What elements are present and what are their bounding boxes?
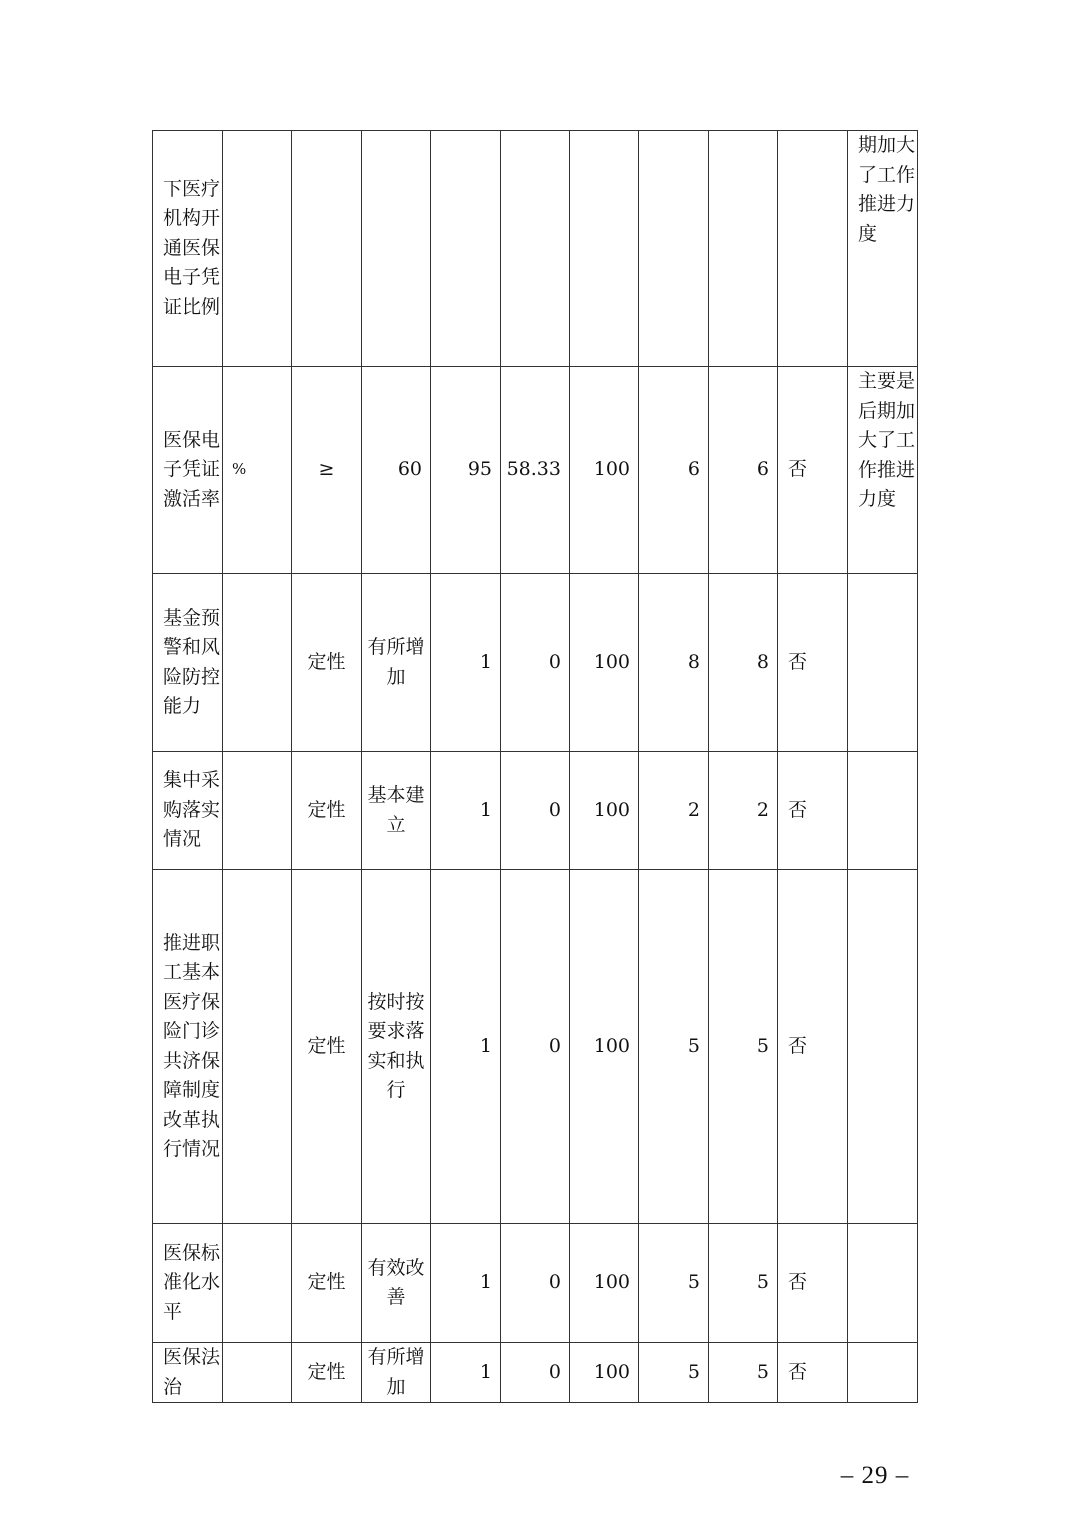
completion-cell: 100 — [570, 752, 639, 870]
indicator-name: 医保法治 — [163, 1346, 221, 1398]
actual-value-cell: 0 — [501, 752, 570, 870]
actual-value-cell: 0 — [501, 574, 570, 752]
deviation-cell: 否 — [778, 752, 848, 870]
indicator-name: 基金预警和风险防控能力 — [163, 606, 221, 717]
remark-text: 期加大了工作推进力度 — [858, 134, 916, 245]
target-cell — [362, 1343, 431, 1403]
indicator-name-cell — [153, 131, 223, 367]
deviation-cell: 否 — [778, 574, 848, 752]
target-cell — [362, 870, 431, 1224]
table-row — [153, 131, 918, 367]
indicator-name: 医保标准化水平 — [163, 1241, 221, 1323]
indicator-name: 推进职工基本医疗保险门诊共济保障制度改革执行情况 — [163, 931, 221, 1160]
target-cell: 60 — [362, 367, 431, 574]
annual-target-cell: 1 — [431, 1224, 501, 1343]
score-cell: 8 — [709, 574, 778, 752]
indicator-name: 下医疗机构开通医保电子凭证比例 — [163, 177, 221, 318]
nature-cell: 定性 — [292, 1343, 362, 1403]
table-row — [153, 1343, 918, 1403]
actual-value-cell — [501, 131, 570, 367]
remark-text: 主要是后期加大了工作推进力度 — [858, 370, 916, 510]
deviation-cell — [778, 131, 848, 367]
performance-indicator-table — [152, 130, 918, 1403]
target-cell — [362, 131, 431, 367]
table-row — [153, 367, 918, 574]
completion-cell: 100 — [570, 1343, 639, 1403]
table-row — [153, 752, 918, 870]
unit-cell — [223, 1224, 292, 1343]
indicator-name-cell — [153, 574, 223, 752]
completion-cell: 100 — [570, 1224, 639, 1343]
unit-cell — [223, 574, 292, 752]
completion-cell: 100 — [570, 870, 639, 1224]
unit-cell — [223, 870, 292, 1224]
actual-value-cell: 58.33 — [501, 367, 570, 574]
nature-cell: 定性 — [292, 574, 362, 752]
annual-target-cell: 1 — [431, 870, 501, 1224]
weight-cell: 5 — [639, 870, 709, 1224]
weight-cell: 5 — [639, 1343, 709, 1403]
indicator-name: 集中采购落实情况 — [163, 769, 221, 851]
target-cell — [362, 574, 431, 752]
target-text: 有所增加 — [367, 636, 425, 688]
remark-cell — [848, 1224, 918, 1343]
nature-cell: 定性 — [292, 1224, 362, 1343]
annual-target-cell: 1 — [431, 1343, 501, 1403]
indicator-name-cell — [153, 870, 223, 1224]
remark-cell — [848, 1343, 918, 1403]
target-cell — [362, 752, 431, 870]
remark-cell — [848, 870, 918, 1224]
remark-cell — [848, 367, 918, 574]
score-cell — [709, 131, 778, 367]
annual-target-cell — [431, 131, 501, 367]
indicator-name-cell — [153, 367, 223, 574]
nature-cell: 定性 — [292, 752, 362, 870]
unit-cell — [223, 752, 292, 870]
remark-cell — [848, 131, 918, 367]
unit-cell — [223, 1343, 292, 1403]
nature-cell — [292, 131, 362, 367]
indicator-name-cell — [153, 1224, 223, 1343]
target-text: 按时按要求落实和执行 — [367, 990, 425, 1101]
target-text: 有效改善 — [367, 1256, 425, 1308]
indicator-name-cell — [153, 1343, 223, 1403]
weight-cell: 6 — [639, 367, 709, 574]
deviation-cell: 否 — [778, 367, 848, 574]
page-number: – 29 – — [840, 1462, 910, 1489]
actual-value-cell: 0 — [501, 870, 570, 1224]
target-text: 有所增加 — [367, 1346, 425, 1398]
nature-cell: 定性 — [292, 870, 362, 1224]
weight-cell — [639, 131, 709, 367]
weight-cell: 5 — [639, 1224, 709, 1343]
table-row — [153, 574, 918, 752]
target-text: 基本建立 — [367, 784, 425, 836]
weight-cell: 2 — [639, 752, 709, 870]
score-cell: 6 — [709, 367, 778, 574]
nature-cell: ≥ — [292, 367, 362, 574]
deviation-cell: 否 — [778, 1224, 848, 1343]
table-row — [153, 870, 918, 1224]
annual-target-cell: 95 — [431, 367, 501, 574]
unit-cell — [223, 131, 292, 367]
completion-cell: 100 — [570, 574, 639, 752]
completion-cell: 100 — [570, 367, 639, 574]
weight-cell: 8 — [639, 574, 709, 752]
table-row — [153, 1224, 918, 1343]
score-cell: 5 — [709, 870, 778, 1224]
completion-cell — [570, 131, 639, 367]
annual-target-cell: 1 — [431, 574, 501, 752]
score-cell: 5 — [709, 1343, 778, 1403]
score-cell: 5 — [709, 1224, 778, 1343]
actual-value-cell: 0 — [501, 1224, 570, 1343]
actual-value-cell: 0 — [501, 1343, 570, 1403]
remark-cell — [848, 752, 918, 870]
deviation-cell: 否 — [778, 870, 848, 1224]
target-cell — [362, 1224, 431, 1343]
remark-cell — [848, 574, 918, 752]
score-cell: 2 — [709, 752, 778, 870]
indicator-name: 医保电子凭证激活率 — [163, 428, 221, 510]
annual-target-cell: 1 — [431, 752, 501, 870]
unit-cell: % — [223, 367, 292, 574]
deviation-cell: 否 — [778, 1343, 848, 1403]
indicator-name-cell — [153, 752, 223, 870]
